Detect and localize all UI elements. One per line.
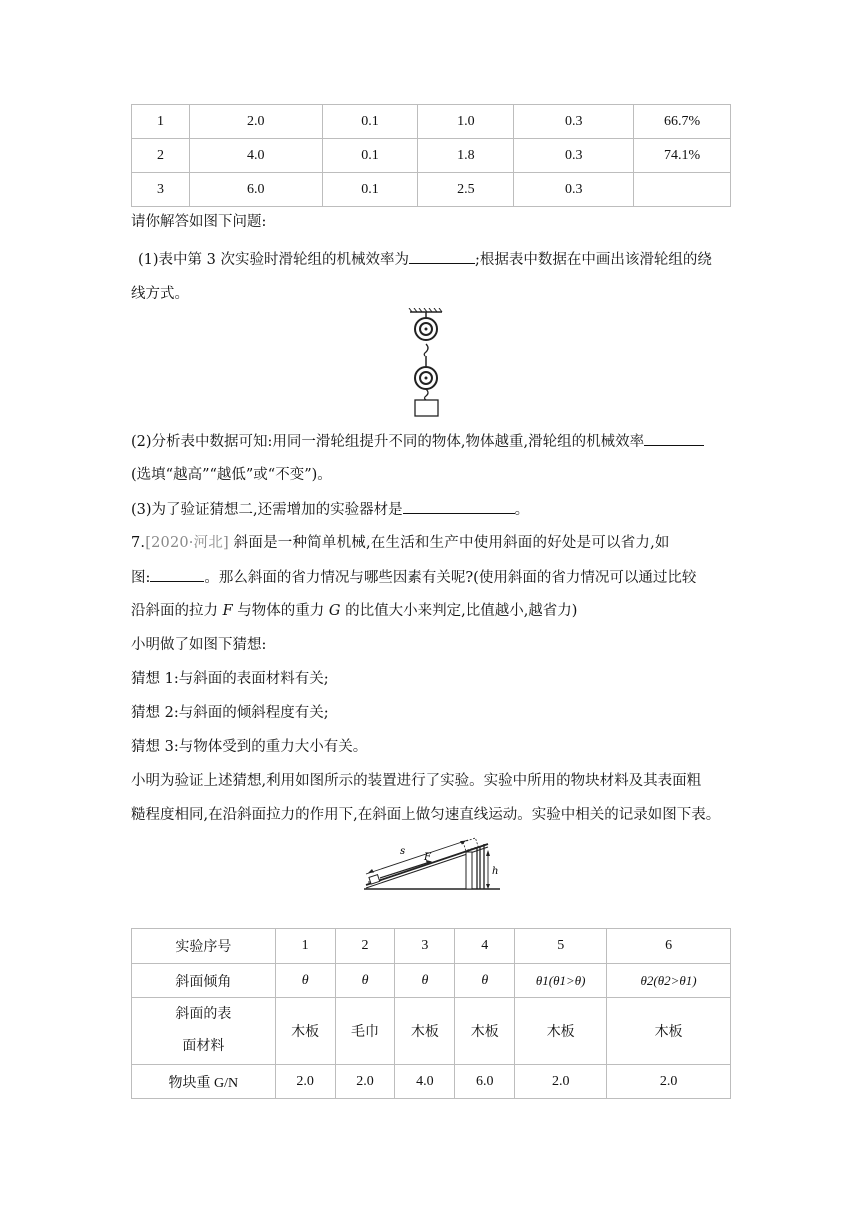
guess-3: 猜想 3:与物体受到的重力大小有关。 xyxy=(131,739,368,755)
answer-blank[interactable] xyxy=(403,499,515,514)
problem-source: [2020·河北] xyxy=(145,535,229,551)
table-cell: 66.7% xyxy=(634,105,731,139)
table-cell: 0.3 xyxy=(514,105,634,139)
table-row xyxy=(132,964,731,998)
table-header-cell: 1 xyxy=(275,929,335,964)
table-row xyxy=(132,105,731,139)
problem-7-text-b1: 图: xyxy=(131,570,151,586)
table-cell: 2.0 xyxy=(335,1065,395,1099)
table-cell: 木板 xyxy=(275,998,335,1065)
table-header-cell: 3 xyxy=(395,929,455,964)
table-cell: 0.1 xyxy=(322,173,418,207)
table-cell: 74.1% xyxy=(634,139,731,173)
table-cell: 1.0 xyxy=(418,105,514,139)
experiment-line-2: 糙程度相同,在沿斜面拉力的作用下,在斜面上做匀速直线运动。实验中相关的记录如图下表。 xyxy=(131,807,721,823)
guess-1: 猜想 1:与斜面的表面材料有关; xyxy=(131,671,329,687)
table-cell: θ xyxy=(275,964,335,998)
table-cell: 木板 xyxy=(455,998,515,1065)
table-cell: 0.3 xyxy=(514,139,634,173)
question-2-line-2: (选填“越高”“越低”或“不变”)。 xyxy=(131,467,332,483)
table-cell: 3 xyxy=(132,173,190,207)
table-cell: θ xyxy=(395,964,455,998)
table-cell: 2.0 xyxy=(189,105,322,139)
table-row xyxy=(132,998,731,1065)
material-label-line-1: 斜面的表 xyxy=(175,1007,232,1022)
pulley-figure xyxy=(404,308,454,420)
question-1-text-b: ;根据表中数据在中画出该滑轮组的绕 xyxy=(474,252,712,268)
table-cell: 2.0 xyxy=(607,1065,731,1099)
intro-text: 请你解答如图下问题: xyxy=(131,214,267,230)
table-cell xyxy=(132,998,276,1065)
material-label-line-2: 面材料 xyxy=(182,1039,225,1054)
problem-7-line-2 xyxy=(131,567,696,588)
experiment-line-1: 小明为验证上述猜想,利用如图所示的装置进行了实验。实验中所用的物块材料及其表面粗 xyxy=(131,773,702,789)
guess-2: 猜想 2:与斜面的倾斜程度有关; xyxy=(131,705,329,721)
question-3-text-a: (3)为了验证猜想二,还需增加的实验器材是 xyxy=(131,502,403,518)
problem-7-text-c2: 与物体的重力 xyxy=(232,603,329,619)
problem-number: 7. xyxy=(131,535,146,551)
guess-intro: 小明做了如图下猜想: xyxy=(131,637,267,653)
incline-figure xyxy=(360,836,510,896)
table-cell: 1.8 xyxy=(418,139,514,173)
problem-7-text-c1: 沿斜面的拉力 xyxy=(131,603,223,619)
answer-blank[interactable] xyxy=(644,431,704,446)
table-cell: θ xyxy=(455,964,515,998)
table-header-cell: 2 xyxy=(335,929,395,964)
problem-7-text-b2: 。那么斜面的省力情况与哪些因素有关呢?(使用斜面的省力情况可以通过比较 xyxy=(204,570,697,586)
table-header-cell: 实验序号 xyxy=(132,929,276,964)
problem-7-line-1 xyxy=(131,533,670,553)
problem-7-line-3 xyxy=(131,601,577,621)
table-cell: 斜面倾角 xyxy=(132,964,276,998)
table-cell: 2.0 xyxy=(275,1065,335,1099)
problem-7-text-a: 斜面是一种简单机械,在生活和生产中使用斜面的好处是可以省力,如 xyxy=(228,535,670,551)
table-cell: 2 xyxy=(132,139,190,173)
answer-blank[interactable] xyxy=(409,249,475,264)
table-cell: 毛巾 xyxy=(335,998,395,1065)
problem-7-text-c3: 的比值大小来判定,比值越小,越省力) xyxy=(340,603,578,619)
table-cell: 0.3 xyxy=(514,173,634,207)
question-2-line-1 xyxy=(131,431,704,452)
table-cell: θ2(θ2>θ1) xyxy=(607,964,731,998)
table-cell: 2.5 xyxy=(418,173,514,207)
question-1-line-2: 线方式。 xyxy=(131,286,189,302)
pulley-data-table xyxy=(131,104,731,207)
incline-data-table xyxy=(131,928,731,1099)
table-header-cell: 6 xyxy=(607,929,731,964)
table-cell: 6.0 xyxy=(189,173,322,207)
label-F: F xyxy=(424,852,431,863)
question-2-text-a: (2)分析表中数据可知:用同一滑轮组提升不同的物体,物体越重,滑轮组的机械效率 xyxy=(131,434,645,450)
table-cell xyxy=(634,173,731,207)
table-cell: 1 xyxy=(132,105,190,139)
table-cell: 木板 xyxy=(515,998,607,1065)
table-cell: 木板 xyxy=(607,998,731,1065)
table-cell: 4.0 xyxy=(189,139,322,173)
table-cell: 4.0 xyxy=(395,1065,455,1099)
table-cell: 0.1 xyxy=(322,139,418,173)
symbol-G: G xyxy=(328,603,341,619)
question-1-text-a: (1)表中第 3 次实验时滑轮组的机械效率为 xyxy=(138,252,409,268)
answer-blank[interactable] xyxy=(150,567,204,582)
table-cell: 2.0 xyxy=(515,1065,607,1099)
label-h: h xyxy=(492,866,499,877)
question-3-text-b: 。 xyxy=(514,502,530,518)
table-row xyxy=(132,139,731,173)
table-header-cell: 4 xyxy=(455,929,515,964)
table-cell: θ xyxy=(335,964,395,998)
table-cell: 0.1 xyxy=(322,105,418,139)
question-3-line xyxy=(131,499,529,520)
table-row xyxy=(132,173,731,207)
table-cell: θ1(θ1>θ) xyxy=(515,964,607,998)
table-cell: 6.0 xyxy=(455,1065,515,1099)
symbol-F: F xyxy=(222,603,233,619)
table-row xyxy=(132,1065,731,1099)
table-cell: 木板 xyxy=(395,998,455,1065)
table-header-row xyxy=(132,929,731,964)
label-s: s xyxy=(400,846,406,857)
question-1-line-1 xyxy=(138,249,712,270)
table-cell: 物块重 G/N xyxy=(132,1065,276,1099)
table-header-cell: 5 xyxy=(515,929,607,964)
